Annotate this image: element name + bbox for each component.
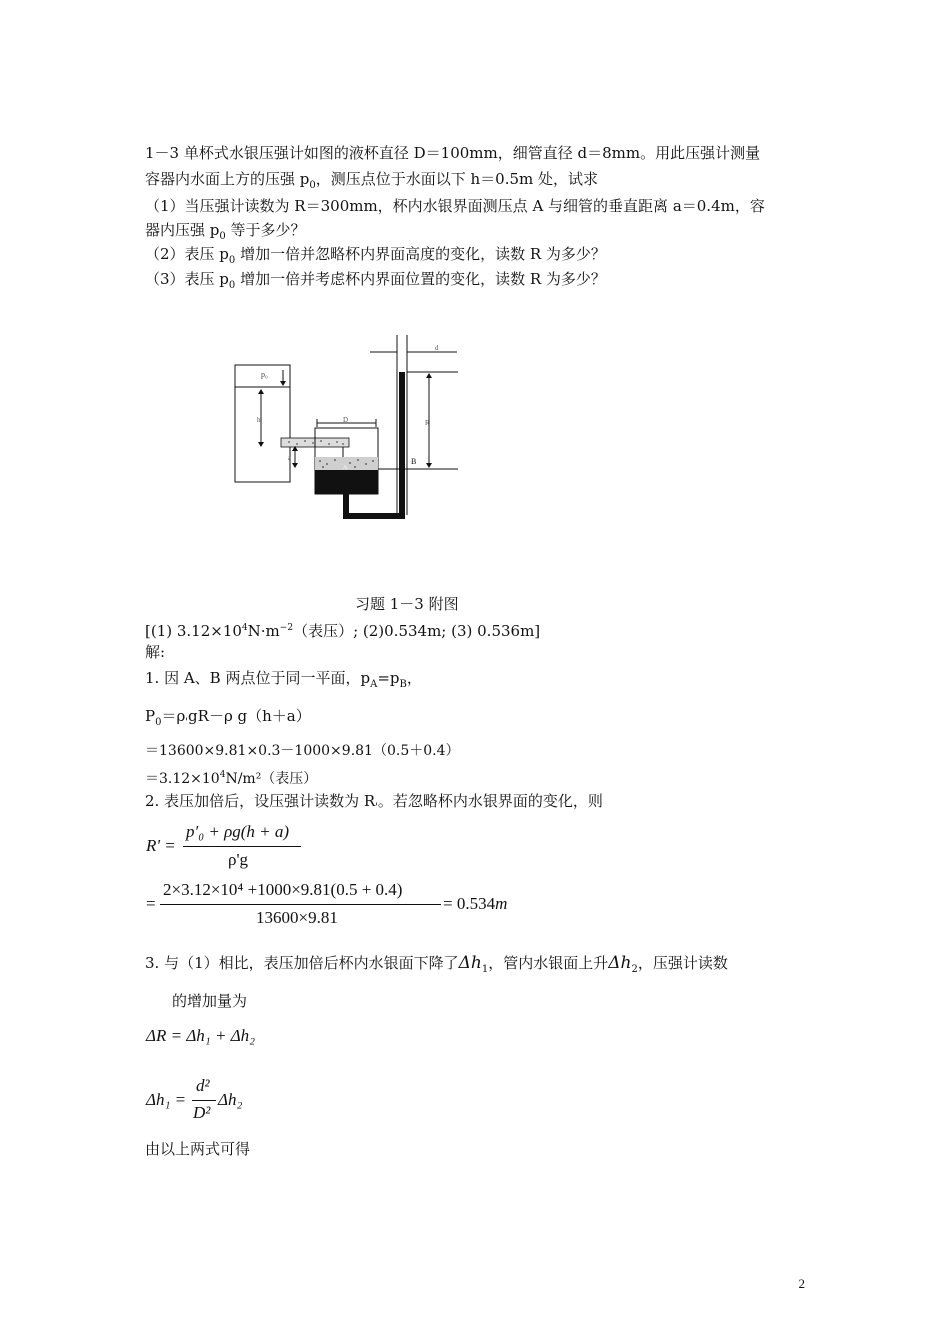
figure-caption: 习题 1－3 附图 [355, 595, 459, 613]
problem-line-6: （3）表压 $p_0$ 增加一倍并考虑杯内界面位置的变化，读数 R 为多少？ [145, 270, 606, 291]
equation-3: $=3.12\times 10^4N/m^2$（表压） [145, 770, 318, 787]
cup-mercury [315, 470, 378, 494]
formula-2-result: = 0.534m [443, 894, 508, 913]
page-number: 2 [798, 1276, 805, 1291]
label-d: d [435, 344, 439, 352]
fraction-bar-1 [183, 846, 301, 847]
formula-2-denominator: 13600×9.81 [256, 908, 338, 927]
equation-1: $P_0=\rho'gR-\rho$ g（h＋a） [145, 707, 311, 728]
fraction-bar-3 [192, 1100, 216, 1101]
equation-2: ＝13600×9.81×0.3－1000×9.81（0.5＋0.4） [145, 743, 460, 759]
problem-line-3: （1）当压强计读数为 R＝300mm，杯内水银界面测压点 A 与细管的垂直距离 a＝0.4m，容 [145, 197, 765, 215]
formula-delta-h1-denominator: D² [193, 1103, 211, 1122]
label-p0: p₀ [261, 370, 268, 379]
formula-R-prime-lhs: R' = [146, 836, 176, 855]
manometer-figure [225, 330, 465, 525]
formula-R-prime-numerator: p′₀ + ρg(h + a) [186, 822, 290, 841]
label-h: h [257, 416, 261, 424]
formula-delta-h1-numerator: d² [196, 1076, 210, 1095]
solution-heading: 解: [145, 643, 166, 661]
problem-line-4: 器内压强 $p_0$ 等于多少？ [145, 221, 306, 242]
solution-step-4: 由以上两式可得 [145, 1140, 251, 1158]
formula-delta-R: ΔR = Δh₁ + Δh₂ [146, 1026, 256, 1045]
solution-step-3-cont: 的增加量为 [172, 992, 248, 1010]
label-R: R [425, 419, 430, 427]
answer-line: [(1) $3.12\times 10^4N\cdot m^{-2}$（表压）; (2)0.534m; (3) 0.536m] [145, 622, 541, 640]
solution-step-1: 1. 因 A、B 两点位于同一平面，$p_A=p_B$， [145, 669, 422, 690]
label-a: a [288, 454, 292, 462]
problem-line-5: （2）表压 $p_0$ 增加一倍并忽略杯内界面高度的变化，读数 R 为多少？ [145, 245, 606, 266]
label-B: B [411, 457, 417, 466]
problem-line-2: 容器内水面上方的压强 $p_0$，测压点位于水面以下 h＝0.5m 处，试求 [145, 170, 599, 191]
formula-2-numerator: 2×3.12×10⁴ +1000×9.81(0.5 + 0.4) [163, 880, 403, 899]
label-A: A [343, 465, 348, 471]
formula-delta-h1-rhs: Δh₂ [218, 1090, 243, 1109]
formula-delta-h1-lhs: Δh₁ = [146, 1090, 187, 1109]
solution-step-2: 2. 表压加倍后，设压强计读数为 $R'$。若忽略杯内水银界面的变化，则 [145, 792, 603, 813]
formula-R-prime-denominator: ρ'g [228, 850, 249, 869]
label-D: D [343, 416, 349, 424]
problem-line-1: 1－3 单杯式水银压强计如图的液杯直径 D＝100mm，细管直径 d＝8mm。用此压强计测量 [145, 144, 761, 162]
fraction-bar-2 [160, 904, 441, 905]
formula-2-equals: = [146, 894, 156, 913]
solution-step-3: 3. 与（1）相比，表压加倍后杯内水银面下降了$\Delta h_1$，管内水银面上升$\Delta h_2$，压强计读数 [145, 953, 728, 975]
